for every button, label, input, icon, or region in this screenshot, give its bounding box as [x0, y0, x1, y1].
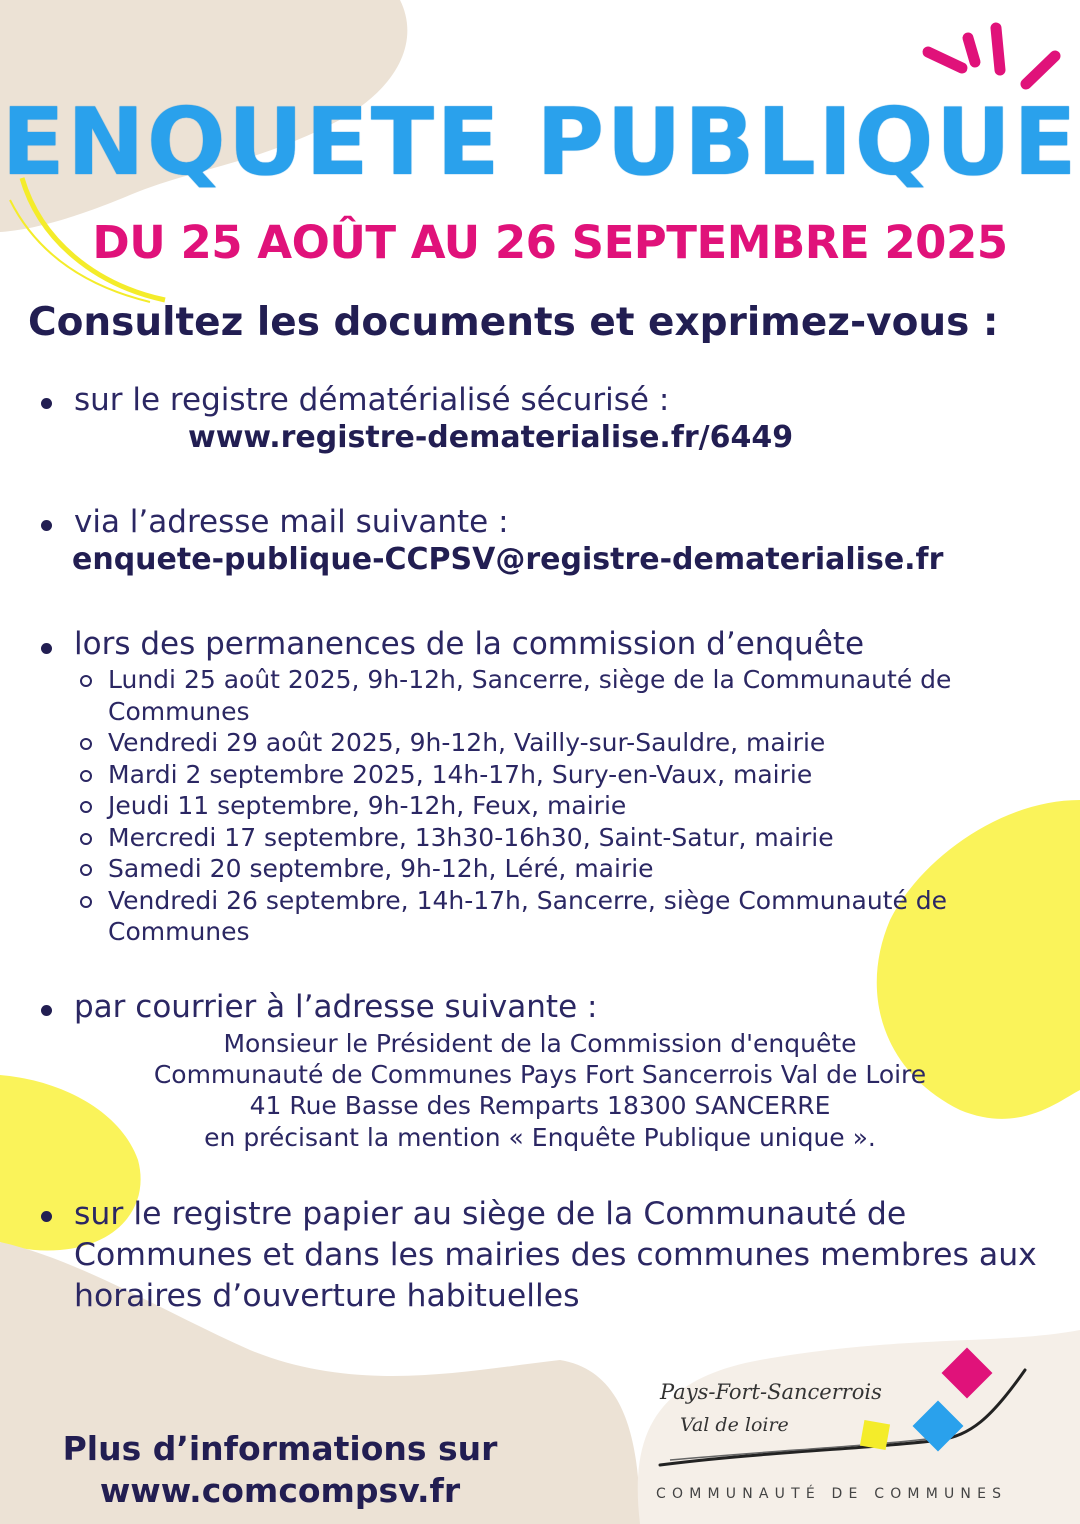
more-info	[30, 1428, 530, 1512]
postal-line: Communauté de Communes Pays Fort Sancerrois Val de Loire	[153, 1060, 927, 1090]
session-item: Mercredi 17 septembre, 13h30-16h30, Saint-Satur, mairie	[108, 822, 1068, 854]
postal-line: en précisant la mention « Enquête Publique unique ».	[204, 1122, 876, 1152]
bullet-dot	[41, 643, 52, 654]
headline: Consultez les documents et exprimez-vous :	[28, 300, 999, 345]
session-list	[108, 664, 1068, 948]
yellow-square-icon	[860, 1420, 890, 1450]
logo-script-line1: Pays-Fort-Sancerrois	[660, 1380, 882, 1404]
session-item: Lundi 25 août 2025, 9h-12h, Sancerre, siège de la Communauté de Communes	[108, 664, 1068, 727]
logo-caption: COMMUNAUTÉ DE COMMUNES	[656, 1486, 1008, 1502]
more-info-label: Plus d’informations sur	[62, 1429, 498, 1468]
session-item: Vendredi 29 août 2025, 9h-12h, Vailly-sur-Sauldre, mairie	[108, 727, 1068, 759]
logo-script-line2: Val de loire	[680, 1414, 789, 1436]
pink-sparkle-icon	[928, 28, 1055, 84]
email-label: via l’adresse mail suivante :	[74, 504, 509, 540]
date-range: DU 25 AOÛT AU 26 SEPTEMBRE 2025	[92, 216, 1008, 269]
session-item: Mardi 2 septembre 2025, 14h-17h, Sury-en-Vaux, mairie	[108, 759, 1068, 791]
permanences-label: lors des permanences de la commission d’enquête	[74, 626, 865, 662]
page-title: ENQUETE PUBLIQUE	[1, 88, 1079, 196]
paper-registry-text: sur le registre papier au siège de la Communauté de Communes et dans les mairies des communes membres aux horaires d’ouverture habituelles	[74, 1196, 1037, 1314]
bullet-dot	[41, 398, 52, 409]
pink-square-icon	[942, 1348, 993, 1399]
registry-link[interactable]: www.registre-dematerialise.fr/6449	[188, 420, 794, 455]
registry-label: sur le registre dématérialisé sécurisé :	[74, 382, 670, 418]
session-item: Jeudi 11 septembre, 9h-12h, Feux, mairie	[108, 790, 1068, 822]
session-item: Vendredi 26 septembre, 14h-17h, Sancerre, siège Communauté de Communes	[108, 885, 1068, 948]
blue-square-icon	[913, 1401, 964, 1452]
logo	[640, 1340, 1060, 1520]
email-link[interactable]: enquete-publique-CCPSV@registre-dematerialise.fr	[72, 542, 944, 577]
postal-line: 41 Rue Basse des Remparts 18300 SANCERRE	[249, 1091, 831, 1121]
postal-address	[60, 1028, 1020, 1153]
postal-line: Monsieur le Président de la Commission d'enquête	[223, 1029, 857, 1058]
bullet-dot	[41, 520, 52, 531]
bullet-dot	[41, 1211, 52, 1222]
bullet-dot	[41, 1005, 52, 1016]
mail-label: par courrier à l’adresse suivante :	[74, 989, 598, 1025]
website-link[interactable]: www.comcompsv.fr	[99, 1471, 461, 1510]
logo-graphic	[640, 1340, 1060, 1480]
session-item: Samedi 20 septembre, 9h-12h, Léré, mairie	[108, 853, 1068, 885]
